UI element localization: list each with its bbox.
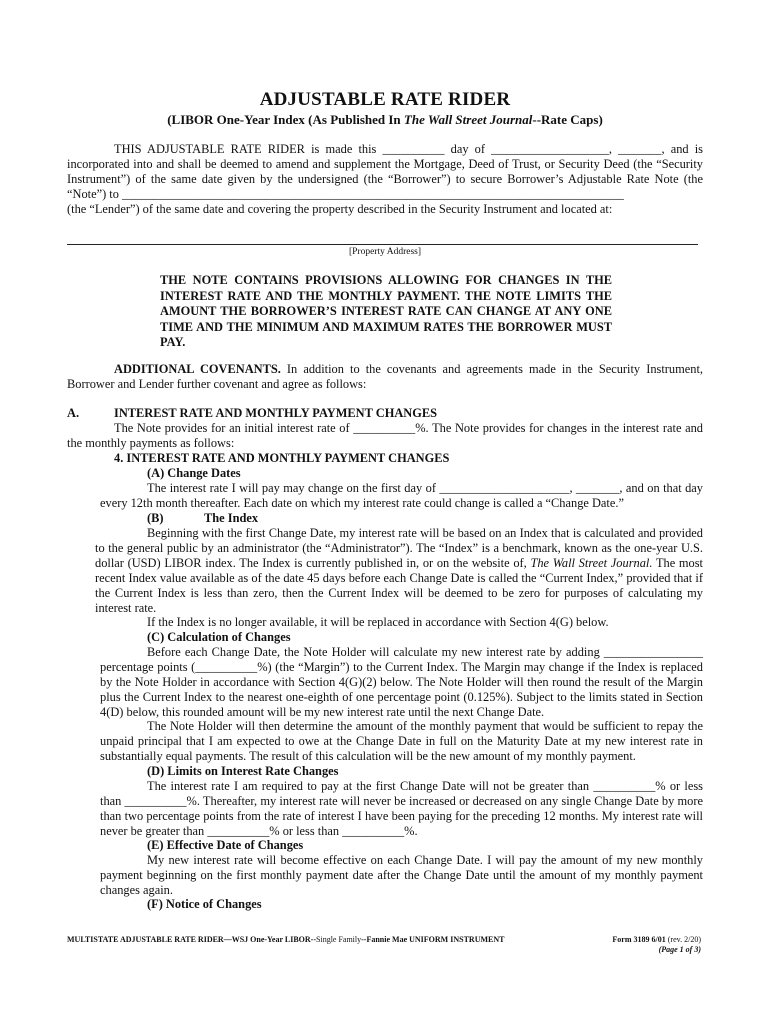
footer-form-rev: (rev. 2/20) bbox=[665, 935, 701, 944]
footer-form-id: Form 3189 6/01 bbox=[612, 935, 666, 944]
additional-covenants-paragraph bbox=[67, 362, 703, 392]
subtitle-journal-name: The Wall Street Journal bbox=[403, 112, 533, 127]
subsection-a-heading: (A) Change Dates bbox=[147, 466, 241, 480]
subsection-b-text bbox=[95, 526, 703, 616]
subsection-a-text: The interest rate I will pay may change on the first day of _____________________, _______, and on that day every 12th month thereafter. Each date on which my interest rate could change is called a “Change Date.” bbox=[100, 481, 703, 510]
subsection-b-journal-name: The Wall Street Journal. bbox=[530, 556, 653, 570]
subsection-b-heading: The Index bbox=[204, 511, 259, 525]
footer-title-part-c: --Fannie Mae UNIFORM INSTRUMENT bbox=[361, 935, 505, 944]
section-a-text: The Note provides for an initial interest rate of __________%. The Note provides for changes in the interest rate and the monthly payments as follows: bbox=[67, 421, 703, 450]
additional-covenants-heading: ADDITIONAL COVENANTS. bbox=[114, 362, 281, 376]
footer-form-title bbox=[67, 935, 504, 944]
section-a-heading: INTEREST RATE AND MONTHLY PAYMENT CHANGES bbox=[114, 406, 438, 420]
document-title: ADJUSTABLE RATE RIDER bbox=[259, 89, 511, 110]
subsection-b-replacement-text: If the Index is no longer available, it will be replaced in accordance with Section 4(G) below. bbox=[147, 615, 609, 629]
subsection-c-text-1: Before each Change Date, the Note Holder will calculate my new interest rate by adding ________________ percentage points (__________%) (the “Margin”) to the Current Index. The Margin may change if the Index is replaced by the Note Holder in accordance with Section 4(G)(2) below. The Note Holder will then round the result of the Margin plus the Current Index to the nearest one-eighth of one percentage point (0.125%). Subject to the limits stated in Section 4(D) below, this rounded amount will be my new interest rate until the next Change Date. bbox=[100, 645, 703, 719]
footer-form-number bbox=[560, 935, 701, 955]
section-a-letter: A. bbox=[67, 406, 80, 420]
footer-page-number: (Page 1 of 3) bbox=[658, 945, 701, 954]
property-address-line bbox=[67, 244, 698, 245]
subsection-c-text-2: The Note Holder will then determine the amount of the monthly payment that would be sufficient to repay the unpaid principal that I am expected to owe at the Change Date in full on the Maturity Date at my new interest rate in substantially equal payments. The result of this calculation will be the new amount of my monthly payment. bbox=[100, 719, 703, 763]
intro-paragraph: THIS ADJUSTABLE RATE RIDER is made this __________ day of ___________________, _______, and is incorporated into and shall be deemed to amend and supplement the Mortgage, Deed of Trust, or Security Deed (the “Security Instrument”) of the same date given by the undersigned (the “Borrower”) to secure Borrower’s Adjustable Rate Note (the “Note”) to _________________________________________________________________________________ bbox=[67, 142, 703, 201]
property-address-label: [Property Address] bbox=[348, 247, 422, 257]
subsection-b-text-part2: The most recent Index value available as of the date 45 days before each Change Date is called the “Current Index,” provided that if the Current Index is less than zero, then the Current Index will be deemed to be zero for purposes of calculating my interest rate. bbox=[95, 556, 703, 615]
subtitle-part-a: (LIBOR One-Year Index (As Published In bbox=[167, 112, 404, 127]
footer-title-part-a: MULTISTATE ADJUSTABLE RATE RIDER—WSJ One-Year LIBOR-- bbox=[67, 935, 317, 944]
subsection-c-heading: (C) Calculation of Changes bbox=[147, 630, 291, 644]
subsection-b-text-part1: Beginning with the first Change Date, my interest rate will be based on an Index that is calculated and provided to the general public by an administrator (the “Administrator”). The “Index” is a benchmark, known as the one-year U.S. dollar (USD) LIBOR index. The Index is currently published in, or on the website of, bbox=[95, 526, 703, 570]
subsection-e-heading: (E) Effective Date of Changes bbox=[147, 838, 304, 852]
document-subtitle bbox=[0, 112, 770, 128]
subsection-e-text: My new interest rate will become effective on each Change Date. I will pay the amount of my new monthly payment beginning on the first monthly payment date after the Change Date until the amount of my monthly payment changes again. bbox=[100, 853, 703, 897]
subsection-f-heading: (F) Notice of Changes bbox=[147, 897, 262, 911]
lender-paragraph: (the “Lender”) of the same date and covering the property described in the Security Instrument and located at: bbox=[67, 202, 613, 216]
footer-form-line bbox=[560, 935, 701, 945]
subsection-d-heading: (D) Limits on Interest Rate Changes bbox=[147, 764, 339, 778]
subsection-b-letter: (B) bbox=[147, 511, 164, 525]
subsection-d-text: The interest rate I am required to pay at the first Change Date will not be greater than __________% or less than __________%. Thereafter, my interest rate will never be increased or decreased on any single Change Date by more than two percentage points from the rate of interest I have been paying for the preceding 12 months. My interest rate will never be greater than __________% or less than __________%. bbox=[100, 779, 703, 838]
footer-title-part-b: Single Family bbox=[316, 935, 362, 944]
subtitle-part-c: --Rate Caps) bbox=[532, 112, 603, 127]
rate-change-notice: THE NOTE CONTAINS PROVISIONS ALLOWING FOR CHANGES IN THE INTEREST RATE AND THE MONTHLY PAYMENT. THE NOTE LIMITS THE AMOUNT THE BORROWER’S INTEREST RATE CAN CHANGE AT ANY ONE TIME AND THE MINIMUM AND MAXIMUM RATES THE BORROWER MUST PAY. bbox=[160, 273, 612, 350]
section-4-heading: 4. INTEREST RATE AND MONTHLY PAYMENT CHANGES bbox=[114, 451, 450, 465]
additional-covenants-text: In addition to the covenants and agreements made in the Security Instrument, Borrower and Lender further covenant and agree as follows: bbox=[67, 362, 703, 391]
